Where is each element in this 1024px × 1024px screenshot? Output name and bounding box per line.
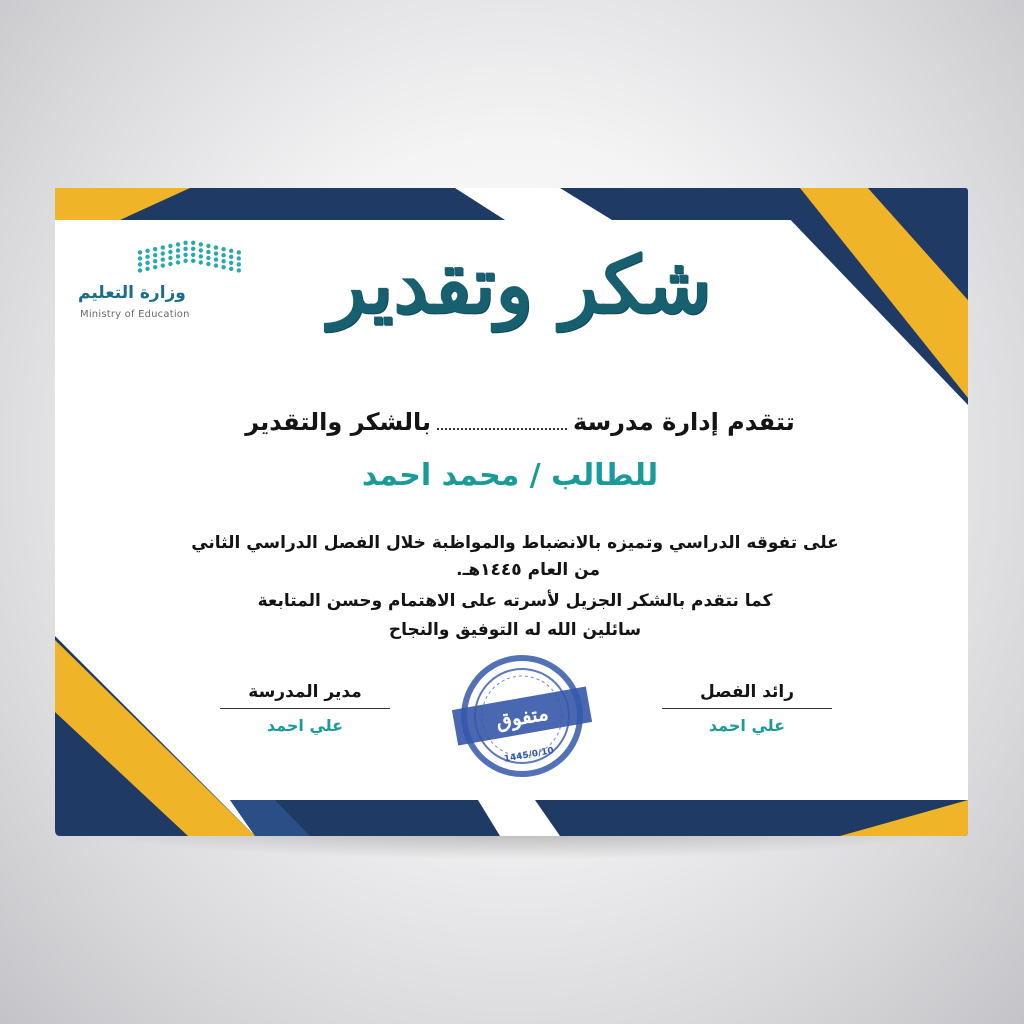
logo-dot — [206, 262, 210, 266]
logo-dot — [229, 249, 233, 253]
logo-dot — [199, 254, 203, 258]
logo-dot — [221, 259, 225, 263]
logo-dot — [214, 263, 218, 267]
logo-dot — [153, 259, 157, 263]
logo-dot — [168, 250, 172, 254]
logo-dot — [161, 245, 165, 249]
class-leader-title: رائد الفصل — [699, 682, 795, 702]
logo-dot — [221, 265, 225, 269]
logo-dot — [237, 250, 241, 254]
logo-dot — [199, 242, 203, 246]
principal-title: مدير المدرسة — [248, 682, 362, 702]
logo-dot — [183, 253, 187, 257]
principal-signature-line — [220, 708, 390, 709]
logo-dot — [191, 241, 195, 245]
intro-line-start: تتقدم إدارة مدرسة — [573, 408, 795, 436]
logo-dot — [161, 257, 165, 261]
logo-dot — [145, 267, 149, 271]
class-leader-name: علي احمد — [708, 716, 786, 735]
logo-dot — [221, 247, 225, 251]
logo-dot — [168, 262, 172, 266]
logo-dot — [145, 261, 149, 265]
body-line-1: على تفوقه الدراسي وتميزه بالانضباط والمواظبة خلال الفصل الدراسي الثاني — [191, 533, 839, 553]
class-leader-signature-line — [662, 708, 832, 709]
intro-line — [200, 408, 840, 436]
logo-dot — [214, 251, 218, 255]
logo-dot — [206, 250, 210, 254]
principal-name: علي احمد — [266, 716, 344, 735]
logo-dot — [176, 248, 180, 252]
ministry-name-arabic: وزارة التعليم — [78, 283, 186, 303]
logo-dot — [138, 268, 142, 272]
logo-dot — [229, 255, 233, 259]
logo-dot — [138, 262, 142, 266]
stamp-date: 1445/0/10 — [503, 746, 555, 765]
logo-dot — [191, 259, 195, 263]
logo-dot — [183, 241, 187, 245]
logo-dot — [237, 256, 241, 260]
body-line-4: سائلين الله له التوفيق والنجاح — [388, 620, 642, 640]
logo-dot — [183, 247, 187, 251]
logo-dot — [145, 255, 149, 259]
logo-dot — [191, 247, 195, 251]
logo-dot — [229, 261, 233, 265]
body-line-3: كما نتقدم بالشكر الجزيل لأسرته على الاهتمام وحسن المتابعة — [257, 591, 773, 611]
logo-dot — [176, 242, 180, 246]
logo-dot — [237, 262, 241, 266]
logo-dot — [183, 259, 187, 263]
logo-dot — [199, 248, 203, 252]
logo-dot — [191, 253, 195, 257]
logo-dot — [153, 265, 157, 269]
student-name: للطالب / محمد احمد — [361, 458, 659, 493]
logo-dot — [206, 244, 210, 248]
stamp-label: متفوق — [494, 700, 551, 734]
logo-dot — [206, 256, 210, 260]
logo-dot — [237, 268, 241, 272]
intro-line-end: بالشكر والتقدير — [245, 408, 432, 436]
logo-dot — [138, 250, 142, 254]
logo-dot — [161, 251, 165, 255]
logo-dot — [168, 256, 172, 260]
logo-dot — [229, 267, 233, 271]
logo-dot — [176, 254, 180, 258]
logo-dot — [145, 249, 149, 253]
logo-dot — [199, 260, 203, 264]
school-name-blank — [437, 414, 567, 430]
logo-dot — [214, 257, 218, 261]
certificate-title: شكر وتقدير — [328, 240, 712, 331]
logo-dot — [153, 253, 157, 257]
logo-dot — [161, 263, 165, 267]
logo-dot — [153, 247, 157, 251]
body-line-2: من العام ١٤٤٥هـ. — [456, 560, 600, 580]
logo-dot — [138, 256, 142, 260]
logo-dot — [176, 260, 180, 264]
logo-dot — [221, 253, 225, 257]
logo-dot — [214, 245, 218, 249]
ministry-name-english: Ministry of Education — [80, 309, 190, 320]
logo-dot — [168, 244, 172, 248]
